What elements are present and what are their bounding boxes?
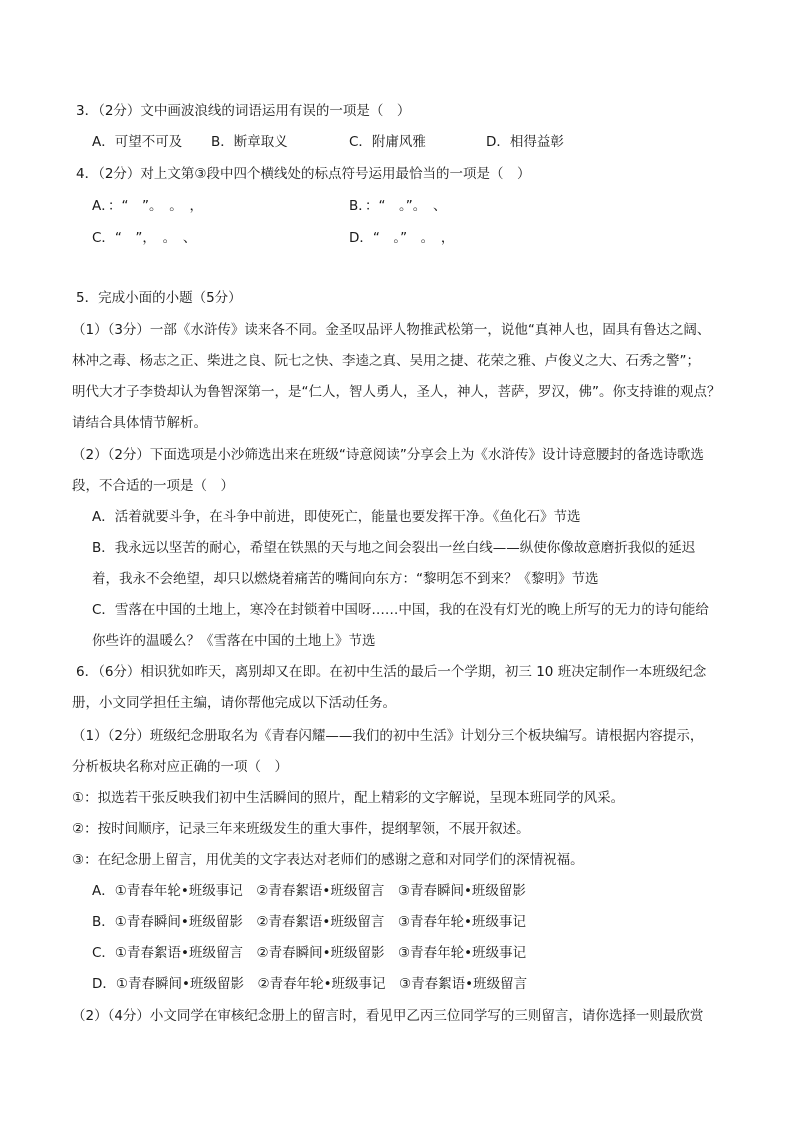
option-c-continued: 你些许的温暖么？《雪落在中国的土地上》节选	[92, 633, 376, 649]
question-5-part1-line: （1）（3分）一部《水浒传》读来各不同。金圣叹品评人物推武松第一，说他“真神人也，固具有鲁达之阔、	[72, 322, 711, 338]
question-5-title: 5．完成小面的小题（5分）	[76, 290, 242, 306]
question-6-part1-line: 分析板块名称对应正确的一项（ ）	[72, 759, 288, 775]
option-d: D．“ 。” 。 ，	[349, 230, 455, 246]
option-c: C．雪落在中国的土地上，寒冷在封锁着中国呀……中国，我的在没有灯光的晚上所写的无力的诗句能给	[92, 602, 709, 618]
option-b-continued: 着，我永不会绝望，却只以燃烧着痛苦的嘴间向东方：“黎明怎不到来？《黎明》节选	[92, 571, 599, 587]
option-c: C．“ ”， 。 、	[92, 230, 197, 246]
option-a: A．活着就要斗争，在斗争中前进，即使死亡，能量也要发挥干净。《鱼化石》节选	[92, 509, 581, 525]
option-d: D．①青春瞬间•班级留影 ②青春年轮•班级事记 ③青春絮语•班级留言	[92, 976, 528, 992]
option-a: A．①青春年轮•班级事记 ②青春絮语•班级留言 ③青春瞬间•班级留影	[92, 883, 526, 899]
question-5-part1-line: 请结合具体情节解析。	[72, 415, 207, 431]
question-6-intro-line: 6．（6分）相识犹如昨天，离别却又在即。在初中生活的最后一个学期，初三 10 班决定制作一本班级纪念	[76, 664, 707, 680]
question-5-part1-line: 林冲之毒、杨志之正、柴进之良、阮七之快、李逵之真、吴用之捷、花荣之雅、卢俊义之大、石秀之警”；	[72, 353, 700, 369]
option-c: C．①青春絮语•班级留言 ②青春瞬间•班级留影 ③青春年轮•班级事记	[92, 945, 527, 961]
question-6-intro-line: 册，小文同学担任主编，请你帮他完成以下活动任务。	[72, 695, 396, 711]
option-b: B．断章取义	[211, 134, 288, 150]
question-5-part2-line: 段，不合适的一项是（ ）	[72, 478, 234, 494]
option-a: A．：“ ”。 。 ，	[92, 198, 203, 214]
question-6-part1-line: （1）（2分）班级纪念册取名为《青春闪耀——我们的初中生活》计划分三个板块编写。请根据内容提示，	[72, 728, 704, 744]
question-3-stem: 3．（2分）文中画波浪线的词语运用有误的一项是（ ）	[76, 103, 411, 119]
option-a: A．可望不可及	[92, 134, 183, 150]
option-b: B．：“ 。”。 、	[349, 198, 447, 214]
question-5-part2-line: （2）（2分）下面选项是小沙筛选出来在班级“诗意阅读”分享会上为《水浒传》设计诗意腰封的备选诗歌选	[72, 447, 704, 463]
hint-3: ③：在纪念册上留言，用优美的文字表达对老师们的感谢之意和对同学们的深情祝福。	[72, 852, 584, 868]
question-4-stem: 4．（2分）对上文第③段中四个横线处的标点符号运用最恰当的一项是（ ）	[76, 166, 531, 182]
option-b: B．我永远以坚苦的耐心，希望在铁黑的天与地之间会裂出一丝白线——纵使你像故意磨折我似的延迟	[92, 540, 696, 556]
hint-2: ②：按时间顺序，记录三年来班级发生的重大事件，提纲挈领，不展开叙述。	[72, 821, 530, 837]
hint-1: ①：拟选若干张反映我们初中生活瞬间的照片，配上精彩的文字解说，呈现本班同学的风采。	[72, 790, 625, 806]
question-5-part1-line: 明代大才子李贽却认为鲁智深第一，是“仁人，智人勇人，圣人，神人，菩萨，罗汉，佛”。你支持谁的观点？	[72, 384, 721, 400]
option-d: D．相得益彰	[486, 134, 564, 150]
option-b: B．①青春瞬间•班级留影 ②青春絮语•班级留言 ③青春年轮•班级事记	[92, 914, 526, 930]
option-c: C．附庸风雅	[349, 134, 426, 150]
question-6-part2-line: （2）（4分）小文同学在审核纪念册上的留言时，看见甲乙丙三位同学写的三则留言，请你选择一则最欣赏	[72, 1008, 704, 1024]
